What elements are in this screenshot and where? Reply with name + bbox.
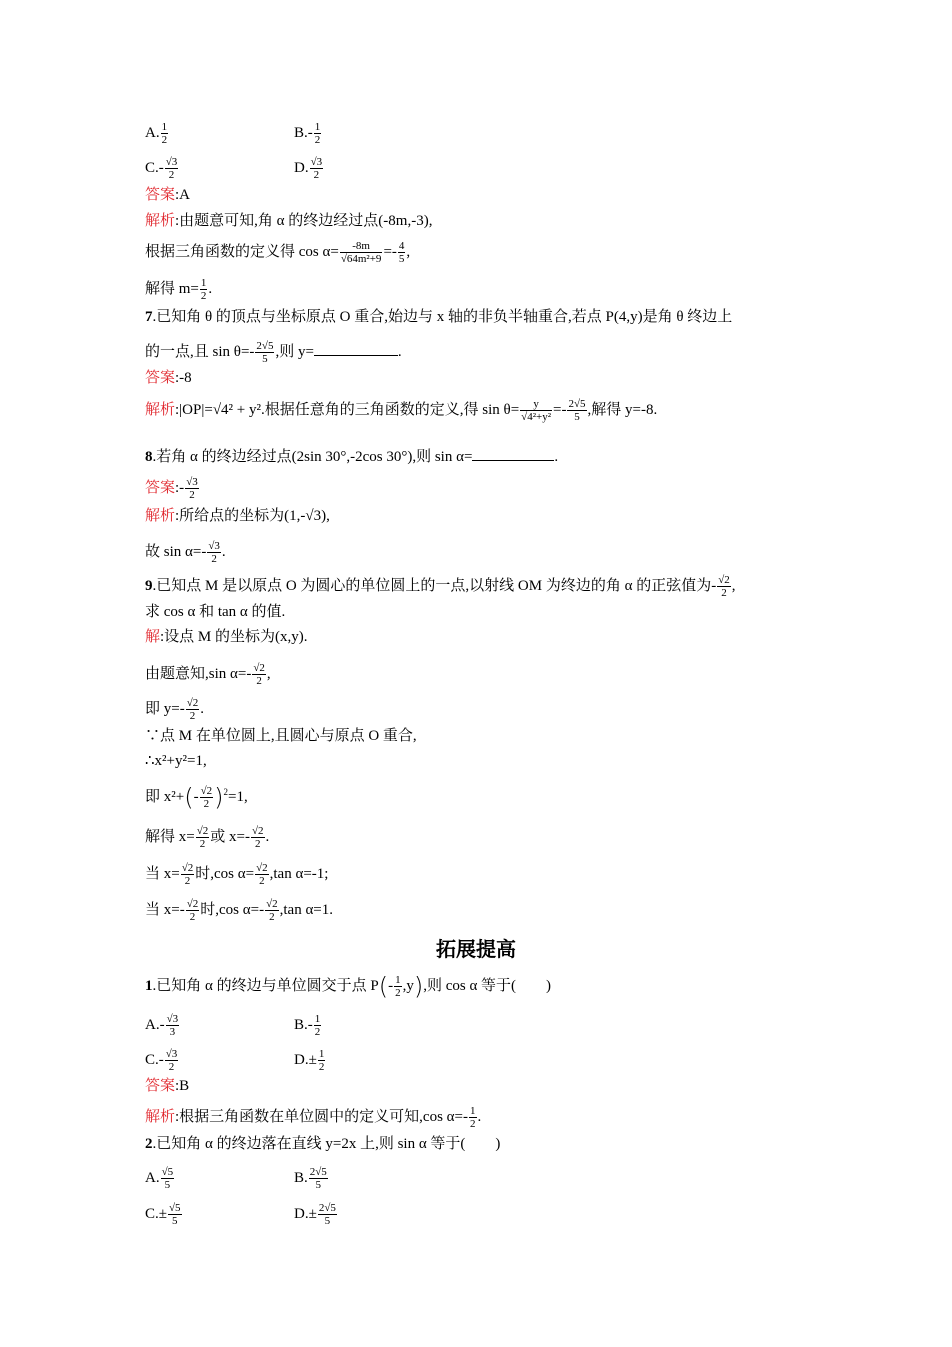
exponent: 2: [223, 786, 229, 797]
analysis-text: 故 sin α=-: [145, 543, 207, 560]
numerator: √2: [186, 898, 199, 910]
analysis-text: :所给点的坐标为(1,-√3),: [175, 508, 330, 524]
denominator: 2: [314, 134, 321, 146]
option-label: D.: [294, 159, 309, 176]
solution-text: 当 x=-: [145, 901, 185, 918]
answer-line: [145, 476, 200, 501]
denominator: 2: [313, 169, 320, 181]
answer-line: [145, 369, 192, 387]
question-9-line2: [145, 603, 285, 621]
option-b: [294, 1013, 322, 1038]
answer-blank: [472, 446, 554, 461]
numerator: 1: [395, 974, 401, 986]
solution-text: -: [193, 788, 199, 805]
fraction: [469, 1105, 477, 1130]
answer-line: [145, 186, 190, 204]
fraction: [255, 862, 269, 887]
solution-text: 由题意知,sin α=-: [145, 665, 252, 682]
denominator: 2: [199, 838, 206, 850]
denominator: 2: [211, 553, 217, 565]
denominator: 2: [314, 1026, 321, 1038]
denominator: 2: [470, 1118, 476, 1130]
solution-line: [145, 825, 269, 850]
analysis-text: 根据三角函数的定义得 cos α=: [145, 243, 339, 260]
solution-line: [145, 898, 333, 923]
analysis-line: [145, 240, 410, 265]
numerator: √2: [266, 898, 278, 910]
denominator: 5: [172, 1215, 178, 1227]
numerator: √3: [165, 1048, 178, 1060]
denominator: 3: [169, 1026, 176, 1038]
question-9: [145, 574, 736, 599]
question-7-line2: [145, 340, 402, 365]
numerator: √2: [253, 662, 265, 674]
fraction: [168, 1202, 182, 1227]
analysis-text: ,: [406, 243, 411, 260]
fraction: [252, 662, 266, 687]
denominator: 2: [395, 987, 401, 999]
numerator: 1: [470, 1105, 476, 1117]
numerator: -8m: [340, 240, 383, 253]
denominator: 5: [574, 411, 580, 423]
question-text: ,: [731, 577, 736, 594]
analysis-text: :|OP|=√4² + y².根据任意角的三角函数的定义,得 sin θ=: [175, 401, 520, 418]
denominator: 2: [318, 1061, 325, 1073]
numerator: √3: [310, 156, 323, 168]
option-label: A.: [145, 124, 160, 141]
answer-value: :B: [175, 1078, 190, 1094]
denominator: 2: [721, 587, 727, 599]
fraction: [185, 476, 199, 501]
fraction: [186, 697, 200, 722]
fraction: [161, 1166, 175, 1191]
question-text: .已知点 M 是以原点 O 为圆心的单位圆上的一点,以射线 OM 为终边的角 α 的正弦值为-: [152, 577, 717, 594]
analysis-text: :由题意可知,角 α 的终边经过点(-8m,-3),: [175, 213, 433, 229]
solution-text: 或 x=-: [210, 828, 250, 845]
option-b: [294, 121, 322, 146]
fraction: [318, 1202, 337, 1227]
numerator: √2: [181, 862, 194, 874]
answer-line: [145, 1077, 189, 1095]
left-paren: (: [378, 972, 389, 1001]
denominator: 2: [189, 489, 195, 501]
right-paren: ): [214, 783, 224, 812]
analysis-line: [145, 1105, 481, 1130]
question-number: 8: [145, 449, 153, 465]
solution-label: 解: [145, 629, 161, 645]
section-title: 拓展提高: [436, 937, 516, 961]
solution-text: ∵点 M 在单位圆上,且圆心与原点 O 重合,: [145, 728, 417, 744]
option-b: [294, 1166, 329, 1191]
fraction: [394, 974, 402, 999]
numerator: √5: [161, 1166, 174, 1178]
analysis-text: =-: [553, 401, 567, 418]
option-label: B.: [294, 1169, 308, 1186]
numerator: 1: [314, 121, 321, 133]
analysis-line: [145, 398, 657, 423]
denominator: 2: [161, 134, 168, 146]
denominator: 5: [262, 353, 268, 365]
fraction: [161, 121, 169, 146]
question-text: ,则 y=: [275, 343, 314, 360]
question-8: [145, 446, 558, 466]
numerator: √2: [718, 574, 730, 586]
analysis-text: =-: [383, 243, 397, 260]
numerator: 1: [200, 277, 207, 289]
answer-label: 答案: [145, 479, 176, 496]
fraction: [181, 862, 195, 887]
question-number: 9: [145, 577, 153, 594]
option-label: A.-: [145, 1016, 165, 1033]
option-label: D.±: [294, 1205, 317, 1222]
analysis-text: .: [221, 543, 226, 560]
question-text: -: [388, 977, 394, 994]
fraction: [200, 785, 214, 810]
answer-value: :-8: [175, 370, 192, 386]
denominator: 2: [256, 675, 262, 687]
fraction: [318, 1048, 326, 1073]
option-a: [145, 121, 169, 146]
option-c: [145, 1202, 183, 1227]
solution-text: ,tan α=1.: [279, 901, 334, 918]
fraction: [200, 277, 208, 302]
numerator: √3: [186, 476, 198, 488]
analysis-label: 解析: [145, 213, 176, 229]
option-a: [145, 1013, 180, 1038]
solution-line: [145, 727, 417, 745]
solution-text: 当 x=: [145, 865, 180, 882]
fraction: [567, 398, 586, 423]
solution-text: =1,: [228, 788, 248, 805]
numerator: √2: [196, 825, 209, 837]
solution-line: [145, 752, 207, 770]
question-text: .: [554, 449, 559, 465]
denominator: 2: [259, 875, 265, 887]
fraction: [314, 121, 322, 146]
question-text: .已知角 θ 的顶点与坐标原点 O 重合,始边与 x 轴的非负半轴重合,若点 P(4,y)是角 θ 终边上: [152, 309, 733, 325]
solution-line: [145, 697, 204, 722]
fraction: [207, 540, 221, 565]
fraction: [309, 1166, 328, 1191]
option-c: [145, 156, 179, 181]
numerator: √3: [166, 1013, 179, 1025]
right-paren: ): [413, 972, 424, 1001]
denominator: 2: [200, 290, 207, 302]
denominator: 2: [255, 838, 261, 850]
denominator: 2: [269, 911, 275, 923]
denominator: 5: [398, 253, 405, 265]
question-number: 2: [145, 1136, 153, 1152]
fraction: [520, 398, 552, 423]
denominator: 2: [203, 798, 210, 810]
analysis-line: [145, 277, 212, 302]
extension-question-1: [145, 974, 551, 999]
answer-label: 答案: [145, 1078, 176, 1094]
answer-value: :-: [175, 479, 185, 496]
fraction: [196, 825, 210, 850]
question-text: .已知角 α 的终边落在直线 y=2x 上,则 sin α 等于( ): [152, 1136, 501, 1152]
denominator: 5: [324, 1215, 331, 1227]
question-7: [145, 308, 732, 326]
option-label: C.-: [145, 1051, 164, 1068]
solution-line: [145, 785, 248, 810]
solution-line: [145, 628, 308, 646]
solution-text: 时,cos α=: [195, 865, 255, 882]
option-d: [294, 1202, 338, 1227]
solution-text: 解得 x=: [145, 828, 195, 845]
denominator: √64m²+9: [340, 253, 382, 265]
numerator: 1: [314, 1013, 321, 1025]
numerator: √3: [165, 156, 178, 168]
option-d: [294, 1048, 326, 1073]
answer-label: 答案: [145, 187, 176, 203]
analysis-text: :根据三角函数在单位圆中的定义可知,cos α=-: [175, 1108, 468, 1125]
denominator: 2: [184, 875, 191, 887]
question-text: .已知角 α 的终边与单位圆交于点 P: [152, 977, 379, 994]
fraction: [717, 574, 731, 599]
numerator: y: [520, 398, 552, 411]
solution-text: .: [265, 828, 270, 845]
numerator: 4: [398, 240, 405, 252]
numerator: √2: [186, 697, 199, 709]
fraction: [251, 825, 265, 850]
question-text: ,则 cos α 等于( ): [423, 977, 552, 994]
fraction: [265, 898, 279, 923]
denominator: 2: [168, 169, 175, 181]
answer-label: 答案: [145, 370, 176, 386]
question-text: .若角 α 的终边经过点(2sin 30°,-2cos 30°),则 sin α=: [152, 449, 473, 465]
analysis-line: [145, 507, 330, 525]
denominator: 2: [189, 710, 196, 722]
option-label: B.-: [294, 1016, 313, 1033]
numerator: 2√5: [256, 340, 274, 352]
fraction: [166, 1013, 180, 1038]
analysis-text: 解得 m=: [145, 280, 199, 297]
option-d: [294, 156, 324, 181]
denominator: 5: [315, 1179, 322, 1191]
fraction: [398, 240, 406, 265]
option-label: B.-: [294, 124, 313, 141]
solution-text: ∴x²+y²=1,: [145, 753, 207, 769]
numerator: 1: [161, 121, 168, 133]
analysis-text: .: [208, 280, 213, 297]
question-text: .: [397, 343, 402, 360]
fraction: [255, 340, 274, 365]
solution-line: [145, 662, 271, 687]
question-number: 7: [145, 309, 153, 325]
numerator: √2: [200, 785, 213, 797]
analysis-text: .: [477, 1108, 482, 1125]
numerator: √2: [256, 862, 268, 874]
option-label: C.-: [145, 159, 164, 176]
denominator: 2: [168, 1061, 175, 1073]
solution-text: 时,cos α=-: [200, 901, 265, 918]
fraction: [314, 1013, 322, 1038]
option-label: A.: [145, 1169, 160, 1186]
option-label: C.±: [145, 1205, 167, 1222]
fraction: [310, 156, 324, 181]
denominator: 2: [189, 911, 196, 923]
fraction: [340, 240, 383, 265]
answer-blank: [314, 341, 398, 356]
analysis-line: [145, 212, 432, 230]
numerator: 2√5: [318, 1202, 336, 1214]
answer-value: :A: [175, 187, 191, 203]
solution-text: :设点 M 的坐标为(x,y).: [160, 629, 308, 645]
option-c: [145, 1048, 179, 1073]
solution-text: 即 x²+: [145, 788, 185, 805]
fraction: [186, 898, 200, 923]
analysis-text: ,解得 y=-8.: [587, 401, 658, 418]
question-text: ,y: [402, 977, 414, 994]
question-text: 的一点,且 sin θ=-: [145, 343, 255, 360]
numerator: 2√5: [568, 398, 586, 410]
denominator: √4²+y²: [521, 411, 552, 423]
analysis-label: 解析: [145, 401, 176, 418]
solution-text: ,: [266, 665, 271, 682]
analysis-label: 解析: [145, 508, 176, 524]
numerator: √3: [208, 540, 220, 552]
fraction: [165, 1048, 179, 1073]
numerator: √5: [169, 1202, 181, 1214]
analysis-label: 解析: [145, 1108, 176, 1125]
numerator: 1: [318, 1048, 325, 1060]
left-paren: (: [184, 783, 194, 812]
numerator: √2: [251, 825, 264, 837]
solution-text: ,tan α=-1;: [269, 865, 329, 882]
question-text: 求 cos α 和 tan α 的值.: [145, 604, 286, 620]
extension-question-2: [145, 1135, 500, 1153]
question-number: 1: [145, 977, 153, 994]
option-label: D.±: [294, 1051, 317, 1068]
fraction: [165, 156, 179, 181]
solution-line: [145, 862, 328, 887]
analysis-line: [145, 540, 226, 565]
solution-text: 即 y=-: [145, 700, 185, 717]
denominator: 5: [164, 1179, 171, 1191]
solution-text: .: [200, 700, 205, 717]
numerator: 2√5: [309, 1166, 327, 1178]
option-a: [145, 1166, 175, 1191]
